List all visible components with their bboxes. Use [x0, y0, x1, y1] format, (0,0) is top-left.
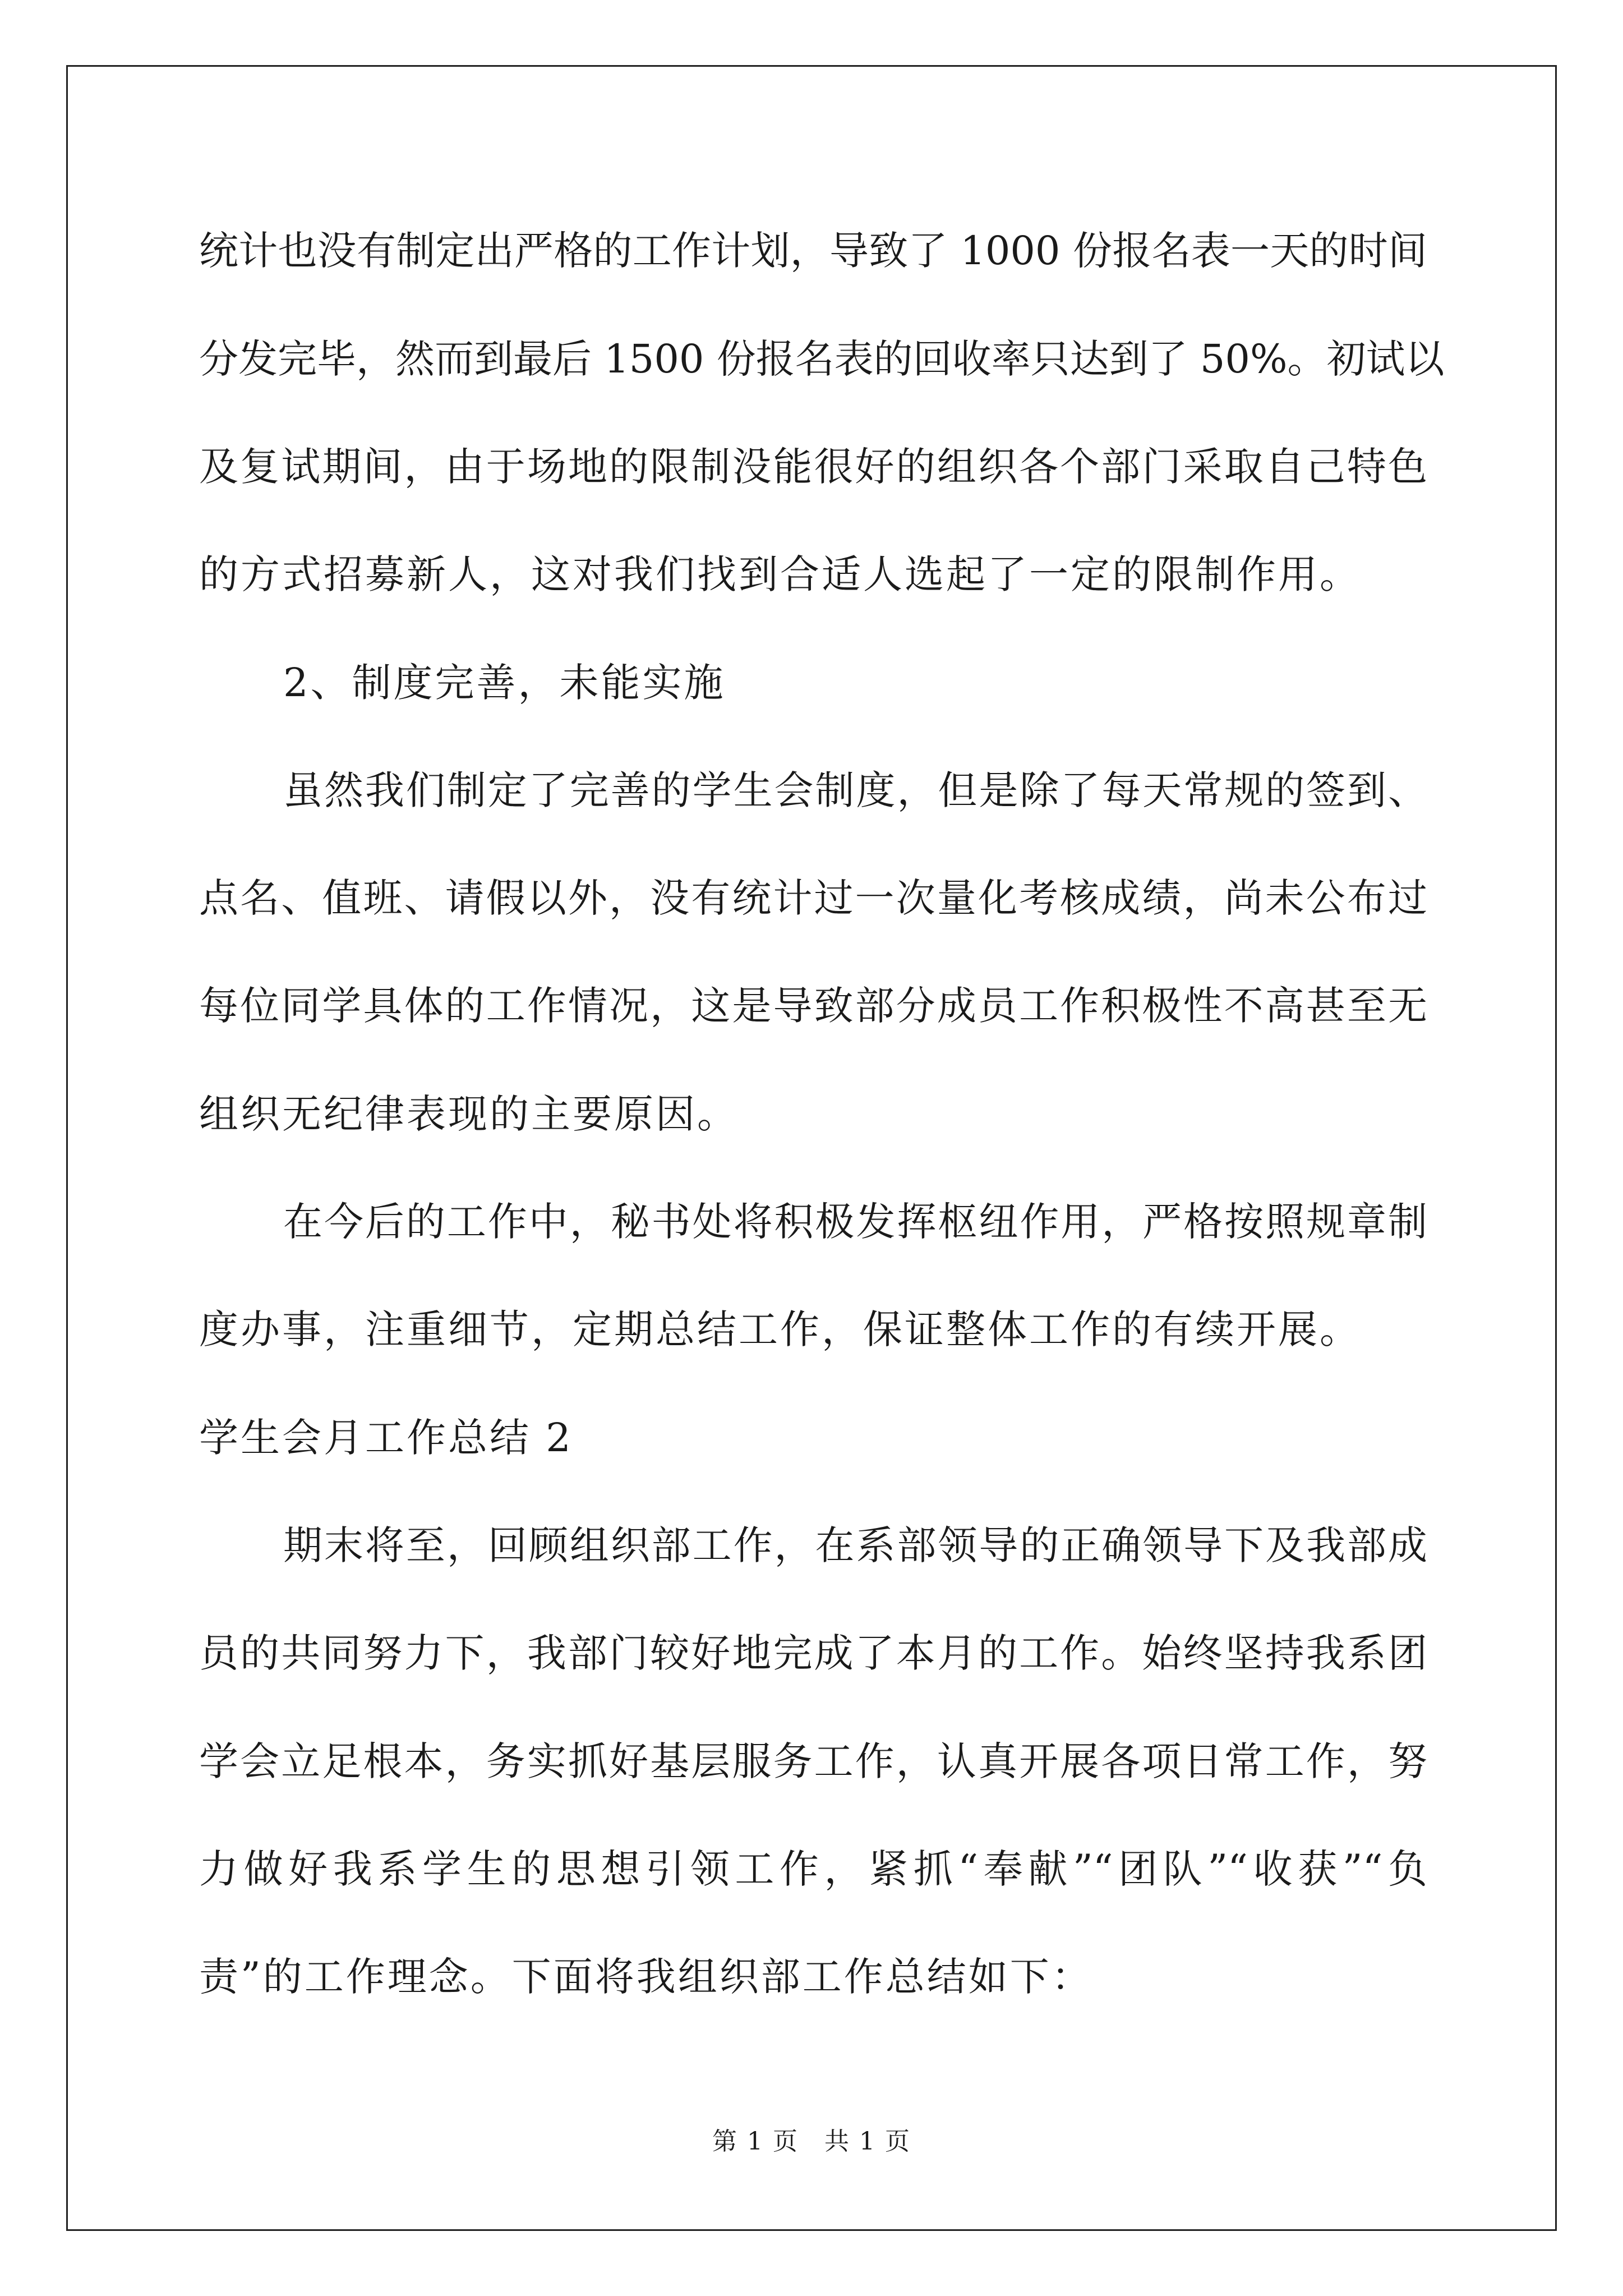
- paragraph-line: 统计也没有制定出严格的工作计划，导致了 1000 份报名表一天的时间: [199, 228, 1427, 274]
- paragraph-line: 点名、值班、请假以外，没有统计过一次量化考核成绩，尚未公布过: [199, 875, 1427, 921]
- paragraph-line: 度办事，注重细节，定期总结工作，保证整体工作的有续开展。: [199, 1306, 1361, 1352]
- paragraph-line: 组织无纪律表现的主要原因。: [199, 1091, 739, 1137]
- paragraph-line: 分发完毕，然而到最后 1500 份报名表的回收率只达到了 50%。初试以: [199, 336, 1445, 382]
- paragraph-line: 责”的工作理念。下面将我组织部工作总结如下：: [199, 1954, 1093, 2000]
- page-border: [66, 65, 1557, 2231]
- page-footer: 第 1 页 共 1 页: [712, 2127, 911, 2156]
- paragraph-line: 力做好我系学生的思想引领工作，紧抓“奉献”“团队”“收获”“负: [199, 1846, 1427, 1892]
- paragraph-line: 学会立足根本，务实抓好基层服务工作，认真开展各项日常工作，努: [199, 1738, 1427, 1784]
- paragraph-line: 在今后的工作中，秘书处将积极发挥枢纽作用，严格按照规章制: [283, 1199, 1427, 1245]
- paragraph-line: 员的共同努力下，我部门较好地完成了本月的工作。始终坚持我系团: [199, 1630, 1427, 1676]
- document-title: 学生会月工作总结 2: [199, 1415, 573, 1461]
- paragraph-line: 虽然我们制定了完善的学生会制度，但是除了每天常规的签到、: [283, 767, 1427, 813]
- paragraph-line: 的方式招募新人，这对我们找到合适人选起了一定的限制作用。: [199, 551, 1361, 597]
- paragraph-line: 及复试期间，由于场地的限制没能很好的组织各个部门采取自己特色: [199, 444, 1427, 490]
- paragraph-line: 期末将至，回顾组织部工作，在系部领导的正确领导下及我部成: [283, 1522, 1427, 1568]
- section-heading: 2、制度完善，未能实施: [283, 660, 726, 706]
- paragraph-line: 每位同学具体的工作情况，这是导致部分成员工作积极性不高甚至无: [199, 983, 1427, 1029]
